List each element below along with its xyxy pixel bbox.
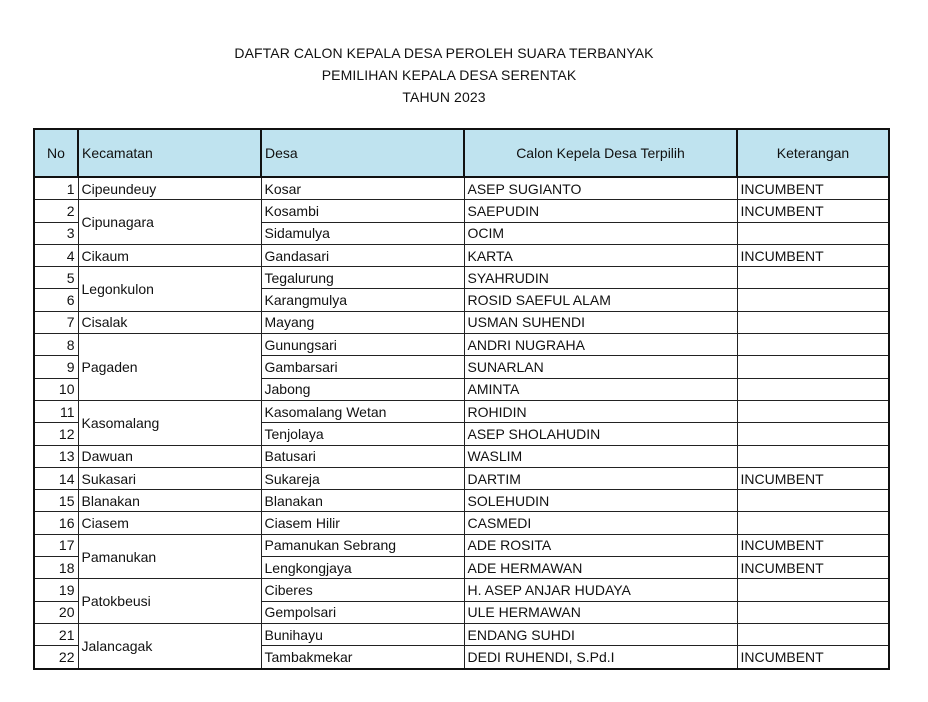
cell-calon: ULE HERMAWAN (464, 601, 737, 623)
cell-no: 15 (34, 490, 78, 512)
cell-desa: Tambakmekar (261, 646, 464, 669)
cell-no: 12 (34, 423, 78, 445)
cell-keterangan (737, 289, 889, 311)
cell-calon: CASMEDI (464, 512, 737, 534)
header-desa: Desa (261, 129, 464, 177)
cell-no: 18 (34, 557, 78, 579)
cell-kecamatan: Cipeundeuy (78, 177, 261, 200)
cell-no: 9 (34, 356, 78, 378)
table-row (34, 512, 889, 534)
cell-no: 21 (34, 623, 78, 645)
cell-keterangan (737, 267, 889, 289)
cell-keterangan (737, 423, 889, 445)
cell-desa: Karangmulya (261, 289, 464, 311)
table-row (34, 579, 889, 601)
cell-keterangan: INCUMBENT (737, 177, 889, 200)
table-row (34, 244, 889, 266)
header-calon: Calon Kepela Desa Terpilih (464, 129, 737, 177)
cell-keterangan: INCUMBENT (737, 646, 889, 669)
candidate-table (33, 128, 890, 670)
cell-no: 2 (34, 200, 78, 222)
cell-no: 14 (34, 467, 78, 489)
cell-desa: Ciasem Hilir (261, 512, 464, 534)
cell-desa: Lengkongjaya (261, 557, 464, 579)
header-keterangan: Keterangan (737, 129, 889, 177)
cell-desa: Mayang (261, 311, 464, 333)
cell-desa: Kasomalang Wetan (261, 400, 464, 422)
title-line-3: TAHUN 2023 (402, 89, 486, 105)
cell-no: 19 (34, 579, 78, 601)
table-row (34, 267, 889, 289)
title-line-2: PEMILIHAN KEPALA DESA SERENTAK (321, 67, 577, 83)
cell-desa: Sukareja (261, 467, 464, 489)
table-row (34, 445, 889, 467)
cell-no: 16 (34, 512, 78, 534)
table-row (34, 177, 889, 200)
cell-calon: SUNARLAN (464, 356, 737, 378)
cell-keterangan: INCUMBENT (737, 467, 889, 489)
table-header-row (34, 129, 889, 177)
cell-desa: Blanakan (261, 490, 464, 512)
cell-desa: Kosambi (261, 200, 464, 222)
cell-no: 5 (34, 267, 78, 289)
cell-no: 3 (34, 222, 78, 244)
cell-desa: Sidamulya (261, 222, 464, 244)
table-row (34, 623, 889, 645)
document-title (0, 42, 928, 108)
cell-kecamatan: Pagaden (78, 334, 261, 401)
cell-calon: OCIM (464, 222, 737, 244)
cell-desa: Batusari (261, 445, 464, 467)
cell-calon: USMAN SUHENDI (464, 311, 737, 333)
cell-no: 22 (34, 646, 78, 669)
cell-calon: DEDI RUHENDI, S.Pd.I (464, 646, 737, 669)
cell-keterangan (737, 512, 889, 534)
cell-desa: Kosar (261, 177, 464, 200)
cell-kecamatan: Jalancagak (78, 623, 261, 668)
cell-keterangan (737, 579, 889, 601)
cell-no: 7 (34, 311, 78, 333)
cell-no: 10 (34, 378, 78, 400)
cell-calon: ASEP SHOLAHUDIN (464, 423, 737, 445)
header-no: No (34, 129, 78, 177)
table-row (34, 467, 889, 489)
cell-calon: ASEP SUGIANTO (464, 177, 737, 200)
header-kecamatan: Kecamatan (78, 129, 261, 177)
cell-keterangan (737, 490, 889, 512)
cell-keterangan: INCUMBENT (737, 244, 889, 266)
cell-desa: Bunihayu (261, 623, 464, 645)
cell-keterangan: INCUMBENT (737, 557, 889, 579)
cell-calon: ADE ROSITA (464, 534, 737, 556)
cell-desa: Gempolsari (261, 601, 464, 623)
cell-no: 11 (34, 400, 78, 422)
cell-keterangan (737, 334, 889, 356)
cell-kecamatan: Legonkulon (78, 267, 261, 312)
cell-kecamatan: Sukasari (78, 467, 261, 489)
cell-desa: Jabong (261, 378, 464, 400)
table-row (34, 534, 889, 556)
cell-desa: Tenjolaya (261, 423, 464, 445)
cell-desa: Pamanukan Sebrang (261, 534, 464, 556)
title-line-1: DAFTAR CALON KEPALA DESA PEROLEH SUARA TERBANYAK (234, 45, 654, 61)
cell-calon: AMINTA (464, 378, 737, 400)
cell-no: 17 (34, 534, 78, 556)
cell-kecamatan: Cisalak (78, 311, 261, 333)
cell-keterangan (737, 311, 889, 333)
table-row (34, 334, 889, 356)
cell-keterangan: INCUMBENT (737, 200, 889, 222)
cell-desa: Gandasari (261, 244, 464, 266)
cell-kecamatan: Pamanukan (78, 534, 261, 579)
cell-no: 13 (34, 445, 78, 467)
cell-no: 4 (34, 244, 78, 266)
cell-calon: DARTIM (464, 467, 737, 489)
table-body (34, 177, 889, 669)
cell-no: 6 (34, 289, 78, 311)
cell-calon: ROHIDIN (464, 400, 737, 422)
cell-calon: SOLEHUDIN (464, 490, 737, 512)
table-row (34, 400, 889, 422)
cell-calon: KARTA (464, 244, 737, 266)
cell-calon: SYAHRUDIN (464, 267, 737, 289)
cell-no: 8 (34, 334, 78, 356)
table-row (34, 311, 889, 333)
cell-kecamatan: Kasomalang (78, 400, 261, 445)
cell-desa: Gambarsari (261, 356, 464, 378)
cell-calon: ADE HERMAWAN (464, 557, 737, 579)
cell-keterangan (737, 356, 889, 378)
cell-calon: ANDRI NUGRAHA (464, 334, 737, 356)
cell-keterangan (737, 445, 889, 467)
cell-kecamatan: Cikaum (78, 244, 261, 266)
cell-kecamatan: Ciasem (78, 512, 261, 534)
cell-calon: H. ASEP ANJAR HUDAYA (464, 579, 737, 601)
cell-desa: Tegalurung (261, 267, 464, 289)
table-row (34, 200, 889, 222)
cell-no: 20 (34, 601, 78, 623)
table-row (34, 490, 889, 512)
cell-kecamatan: Patokbeusi (78, 579, 261, 624)
cell-calon: SAEPUDIN (464, 200, 737, 222)
cell-calon: ENDANG SUHDI (464, 623, 737, 645)
cell-desa: Ciberes (261, 579, 464, 601)
cell-kecamatan: Dawuan (78, 445, 261, 467)
cell-kecamatan: Blanakan (78, 490, 261, 512)
cell-keterangan (737, 378, 889, 400)
cell-calon: WASLIM (464, 445, 737, 467)
cell-keterangan (737, 400, 889, 422)
cell-keterangan (737, 623, 889, 645)
cell-keterangan (737, 601, 889, 623)
cell-keterangan: INCUMBENT (737, 534, 889, 556)
cell-keterangan (737, 222, 889, 244)
cell-desa: Gunungsari (261, 334, 464, 356)
cell-no: 1 (34, 177, 78, 200)
cell-calon: ROSID SAEFUL ALAM (464, 289, 737, 311)
cell-kecamatan: Cipunagara (78, 200, 261, 245)
